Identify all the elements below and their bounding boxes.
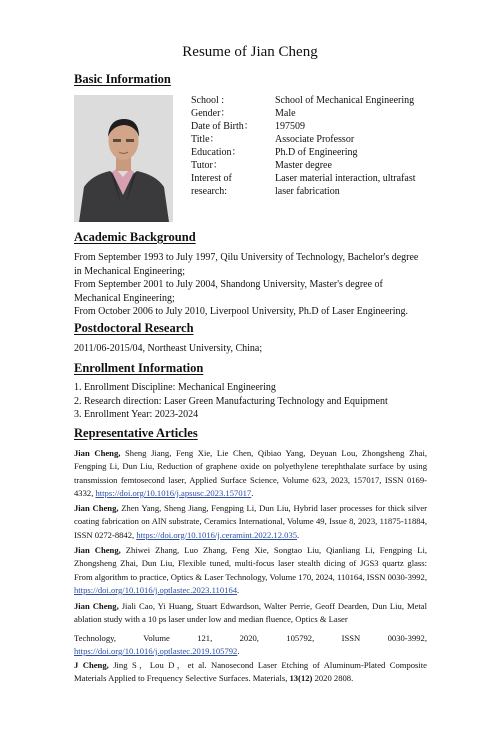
academic-line: From September 2001 to July 2004, Shandong University, Master's degree of — [74, 279, 383, 290]
article-author: Jian Cheng, — [74, 545, 121, 555]
article-author: Jian Cheng, — [74, 448, 121, 458]
doi-link[interactable]: https://doi.org/10.1016/j.optlastec.2019.105792 — [74, 645, 238, 656]
article-item: Jian Cheng, Jiali Cao, Yi Huang, Stuart Edwardson, Walter Perrie, Geoff Dearden, Dun Liu, Metal ablation study with a 10 ps laser under low and median fluence, Optics & Laser Technology, Volume 121, 2020, 105792, ISSN 0030-3992, https://doi.org/10.1016/j.optlastec.2019.105792. — [74, 601, 427, 656]
academic-line: From September 1993 to July 1997, Qilu University of Technology, Bachelor's degree — [74, 252, 419, 263]
postdoc-text: 2011/06-2015/04, Northeast University, China; — [74, 343, 263, 354]
article-author: Jian Cheng, — [74, 503, 119, 513]
page-title: Resume of Jian Cheng — [182, 44, 318, 60]
info-row: Tutor： Master degree — [191, 160, 332, 171]
doi-link[interactable]: https://doi.org/10.1016/j.apsusc.2023.157017 — [95, 487, 252, 498]
article-author: Jian Cheng, — [74, 601, 119, 611]
academic-line: From October 2006 to July 2010, Liverpool University, Ph.D of Laser Engineering. — [74, 306, 409, 317]
section-heading-postdoc: Postdoctoral Research — [74, 321, 194, 335]
section-heading-academic: Academic Background — [74, 230, 196, 244]
info-row: Title： Associate Professor — [191, 134, 355, 145]
doi-link[interactable]: https://doi.org/10.1016/j.ceramint.2022.12.035 — [136, 529, 298, 540]
enrollment-info — [74, 381, 430, 422]
academic-line: Mechanical Engineering; — [74, 292, 175, 304]
info-row: research: laser fabrication — [191, 186, 340, 197]
enrollment-line: 3. Enrollment Year: 2023-2024 — [74, 409, 199, 420]
info-row: School : School of Mechanical Engineering — [191, 95, 415, 106]
info-row: Gender： Male — [191, 108, 296, 119]
article-author: J Cheng, — [74, 660, 109, 670]
enrollment-line: 2. Research direction: Laser Green Manufacturing Technology and Equipment — [74, 395, 388, 407]
info-row: Date of Birth： 197509 — [191, 121, 305, 132]
section-heading-basic: Basic Information — [74, 72, 171, 86]
academic-background — [74, 251, 430, 319]
enrollment-line: 1. Enrollment Discipline: Mechanical Engineering — [74, 382, 276, 393]
info-row: Interest of Laser material interaction, ultrafast — [191, 173, 416, 184]
academic-line: in Mechanical Engineering; — [74, 265, 186, 277]
article-item: Jian Cheng, Zhiwei Zhang, Luo Zhang, Feng Xie, Songtao Liu, Qianliang Li, Fengping Li, Zhongsheng Zhai, Dun Liu, Flexible tuned, multi-focus laser stealth dicing of JGS3 quartz glass: From algorithm to practice, Optics & Laser Technology, Volume 170, 2024, 110164, ISSN 0030-3992, https://doi.org/10.1016/j.optlastec.2023.110164. — [74, 545, 427, 595]
portrait-photo — [74, 95, 173, 222]
doi-link[interactable]: https://doi.org/10.1016/j.optlastec.2023.110164 — [74, 584, 238, 595]
article-item: Jian Cheng, Zhen Yang, Sheng Jiang, Fengping Li, Dun Liu, Hybrid laser processes for thick silver coating fabrication on AlN substrate, Ceramics International, Volume 49, Issue 8, 2023, 11875-11884, ISSN 0272-8842, https://doi.org/10.1016/j.ceramint.2022.12.035. — [74, 503, 427, 540]
section-heading-articles: Representative Articles — [74, 426, 198, 440]
portrait-image — [74, 95, 173, 222]
article-item: Jian Cheng, Sheng Jiang, Feng Xie, Lie Chen, Qibiao Yang, Deyuan Lou, Zhongsheng Zhai, Fengping Li, Dun Liu, Reduction of graphene oxide on polyethylene terephthalate surface by using transmission femtosecond laser, Applied Surface Science, Volume 623, 2023, 157017, ISSN 0169-4332, https://doi.org/10.1016/j.apsusc.2023.157017. — [74, 448, 427, 498]
basic-info-table — [191, 94, 425, 198]
info-row: Education： Ph.D of Engineering — [191, 147, 358, 158]
article-item: J Cheng, Jing S，Lou D，et al. Nanosecond Laser Etching of Aluminum-Plated Composite Materials Applied to Frequency Selective Surfaces. Materials, 13(12) 2020 2808. — [74, 660, 427, 684]
section-heading-enrollment: Enrollment Information — [74, 361, 204, 375]
